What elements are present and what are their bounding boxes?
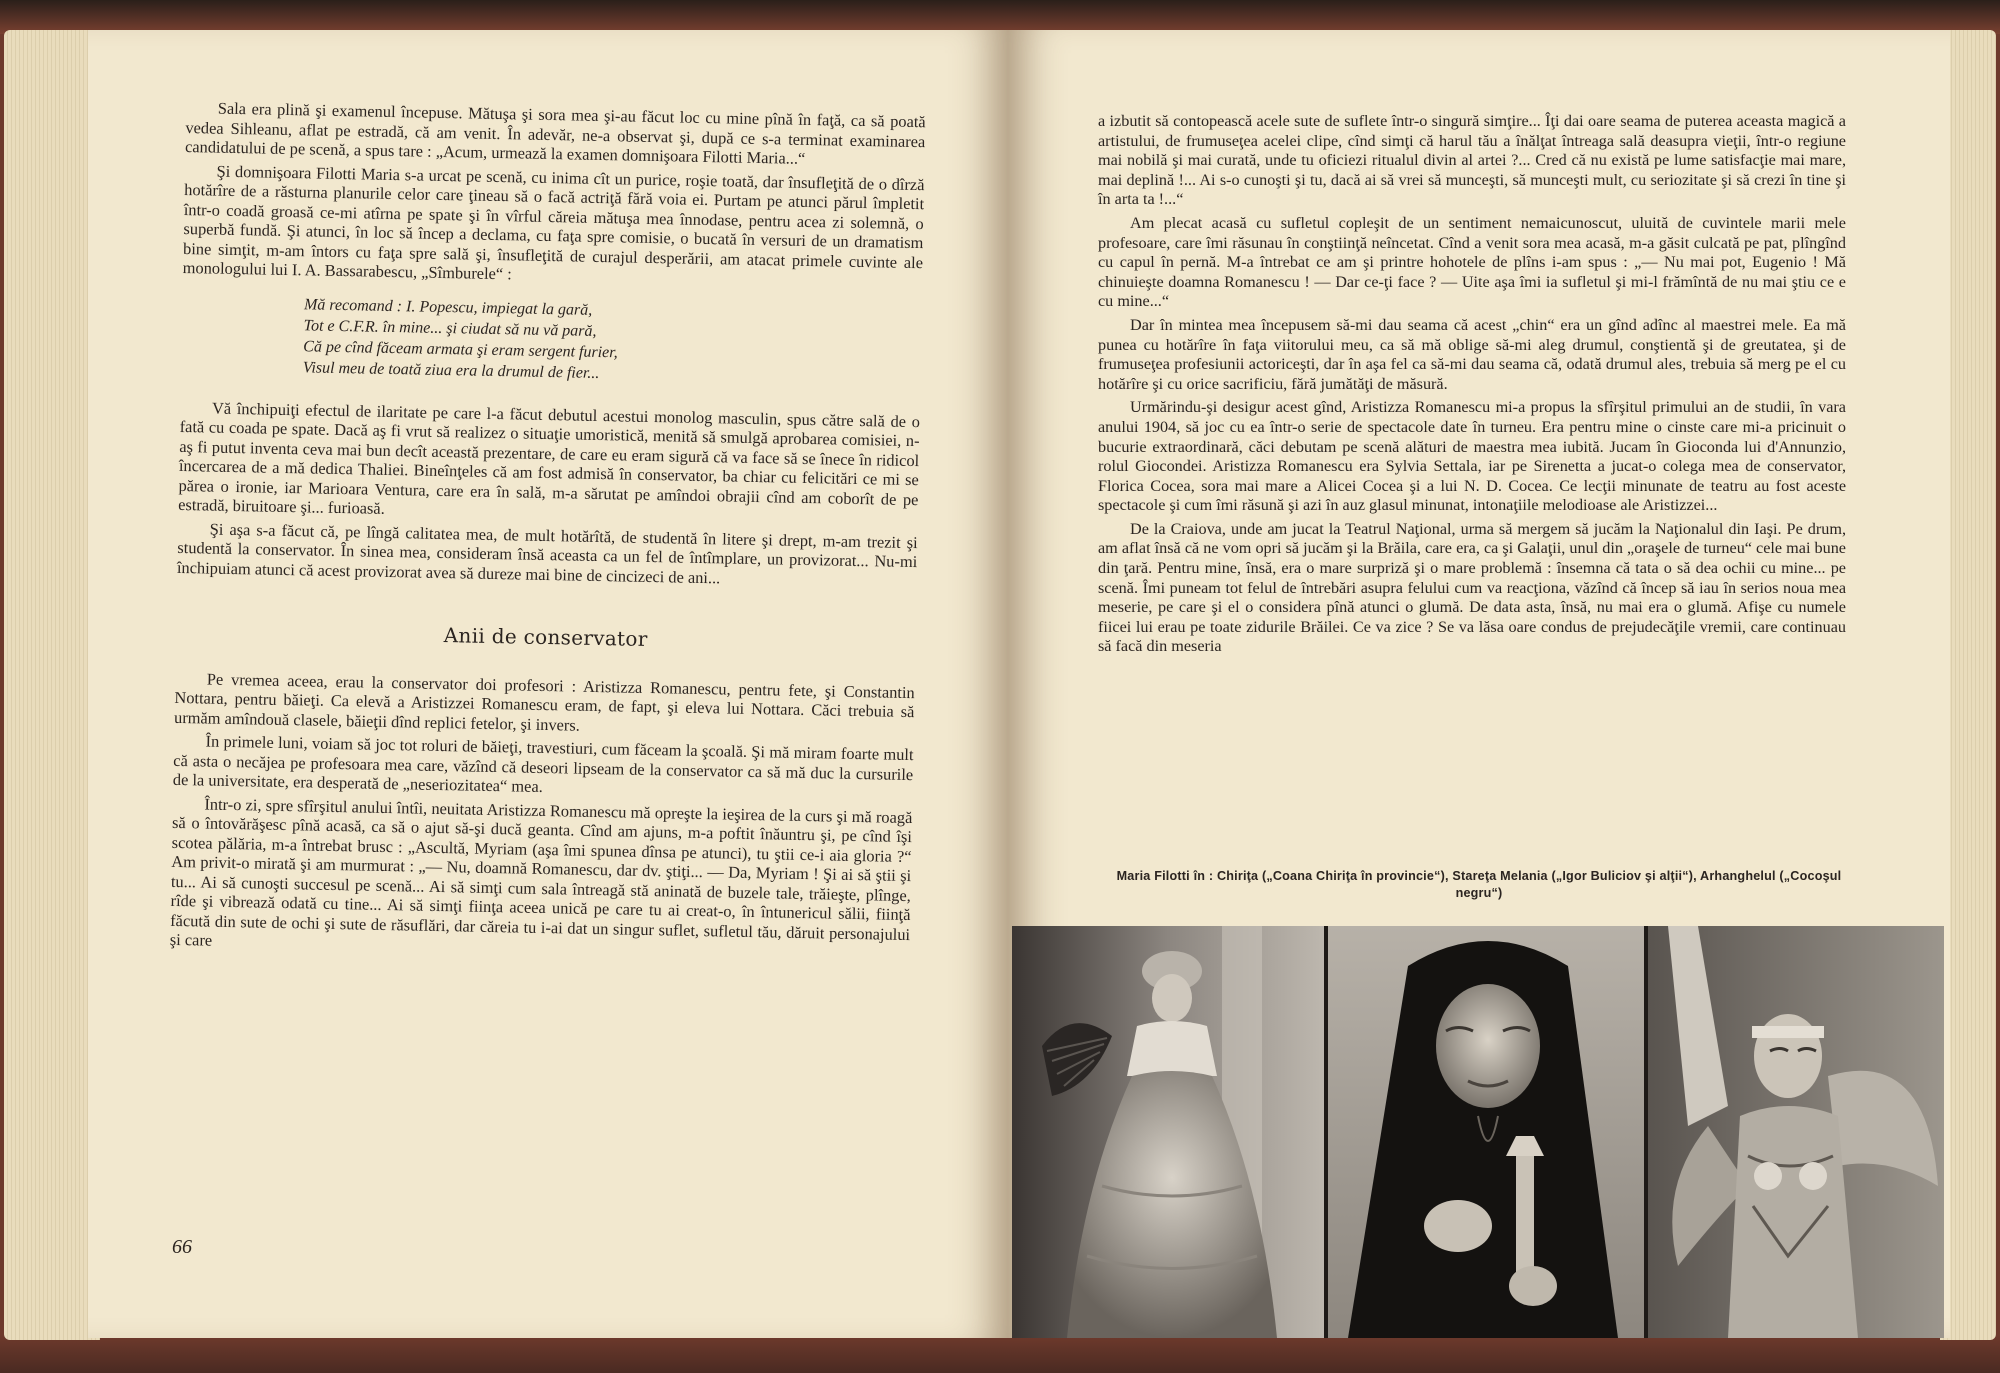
poem-line: Tot e C.F.R. în mine... şi ciudat să nu vă pară, [303,316,597,340]
right-page-text [1098,112,1846,661]
poem-line: Visul meu de toată ziua era la drumul de fier... [302,358,600,382]
book-bottom-edge [0,1335,2000,1373]
poem-line: Că pe cînd făceam armata şi eram sergent furier, [303,337,618,361]
paragraph: Vă închipuiţi efectul de ilaritate pe care l-a făcut debutul acestui monolog masculin, spus către sală de o fată cu coada pe spate. Dacă aş fi vrut să realizez o situaţie umoristică, menită să smulgă aprobarea comisiei, n-aş fi putut inventa ceva mai bun decît această prezentare, de care eu eram sigură că va face să se înece în ridicol încercarea de a mă dedica Thaliei. Bineînţeles că am fost admisă în conservator, ba chiar cu felicitări ce mi se părea o ironie, iar Marioara Ventura, care era în sală, m-a sărutat pe amîndoi obrajii cînd am coborît de pe estradă, biruitoare şi... furioasă. [178,398,921,518]
photo-stareta-melania [1328,926,1644,1338]
paragraph: În primele luni, voiam să joc tot roluri de băieţi, travestiuri, cum făceam la şcoală. Şi mă miram foarte mult că asta o necăjea pe profesoara mea care, văzînd că deseori lipseam de la conservator ca să mă duc la cursurile de la universitate, era desperată de „neseriozitatea“ mea. [172,731,914,796]
poem [303,294,922,390]
paragraph: Şi aşa s-a făcut că, pe lîngă calitatea mea, de mult hotărîtă, de studentă în litere şi drept, m-am trezit şi studentă la conservator. În sinea mea, consideram însă aceasta ca un fel de întîmplare, un provizorat... Nu-mi închipuiam atunci că acest provizorat avea să dureze mai bine de cincizeci de ani... [176,519,918,587]
paragraph: Urmărindu-şi desigur acest gînd, Aristizza Romanescu mi-a propus la sfîrşitul primului an de studii, în vara anului 1904, să joc cu ea într-o serie de spectacole date în turneu. Era pentru mine o cinste care mi-a pricinuit o bucurie extraordinară, căci debutam pe scenă alături de maestra mea iubită. Jucam în Gioconda lui d'Annunzio, rolul Giocondei. Aristizza Romanescu era Sylvia Settala, iar pe Sirenetta a jucat-o colega mea de conservator, Florica Cocea, sora mai mare a Alicei Cocea şi a lui N. D. Cocea. Ce lecţii minunate de teatru au fost aceste spectacole şi cum îmi răsună şi azi în auz glasul minunat, intonaţiile melodioase ale Aristizzei... [1098,398,1846,515]
chapter-title: Anii de conservator [443,623,648,651]
paragraph: Pe vremea aceea, erau la conservator doi profesori : Aristizza Romanescu, pentru fete, şi Constantin Nottara, pentru băieţi. Ca elevă a Aristizzei Romanescu eram, de fapt, şi eleva lui Nottara. Căci trebuia să urmăm amîndouă clasele, băieţii dînd replici fetelor, şi invers. [173,669,915,735]
paragraph: Într-o zi, spre sfîrşitul anului întîi, neuitata Aristizza Romanescu mă opreşte la ieşirea de la curs şi mă roagă să o întovărăşesc pînă acasă, ca să o ajut să-şi ducă geanta. Cînd am ajuns, m-a poftit înăuntru şi, pe cînd îşi scotea pălăria, m-a întrebat brusc : „Ascultă, Myriam (aşa îmi spunea dînsa pe atunci), tu ştii ce-i aia gloria ?“ Am privit-o mirată şi am murmurat : „— Nu, doamnă Romanescu, dar dv. ştiţi... — Da, Myriam ! Şi ai să ştii şi tu... Ai să cunoşti succesul pe scenă... Ai să simţi cum sala întreagă stă aninată de buzele tale, trăieşte, plînge, rîde şi vibrează odată cu tine... Ai să simţi fiinţa aceea unică pe care tu ai creat-o, în întunericul sălii, fiinţă făcută din sute de ochi şi sute de răsuflări, dar căreia tu i-ai dat un singur suflet, sufletul tău, dăruit personajului şi care [169,793,913,950]
poem-line: Mă recomand : I. Popescu, impiegat la gară, [303,295,593,319]
paragraph: Am plecat acasă cu sufletul copleşit de un sentiment nemaicunoscut, uluită de cuvintele marii mele profesoare, care îmi răsunau în conştiinţă neîncetat. Cînd a venit sora mea acasă, m-a găsit culcată pe pat, plîngînd cu capul în pernă. M-a întrebat ce am şi printre hohotele de plîns i-am spus : „— Nu mai pot, Eugenio ! Mă chinuieşte doamna Romanescu ! — Dar ce-ţi face ? — Uite aşa îmi ia sufletul şi mi-l frămîntă de nu mai ştiu ce e cu mine...“ [1098,213,1846,311]
photo-strip [1012,926,1944,1338]
photo-stareta-melania-image [1328,926,1644,1338]
left-page-text [170,98,926,968]
page-number: 66 [172,1236,192,1258]
left-page [88,30,1008,1338]
photo-chirita-image [1012,926,1324,1338]
right-page [1008,30,1950,1338]
paragraph: a izbutit să contopească acele sute de suflete într-o singură simţire... Îţi dai oare seama de puterea aceasta magică a artistului, de frumuseţea acelei clipe, cînd simţi că harul tău a înălţat întreaga sală deasupra vieţii, într-o regiune mai nobilă şi mai curată, unde tu oficiezi ritualul divin al artei ?... Cred că nu există pe lume satisfacţie mai mare, mai deplină !... Ai s-o cunoşti şi tu, dacă ai să vrei să munceşti, să munceşti mult, cu seriozitate şi să crezi în tine şi în arta ta !...“ [1098,112,1846,209]
page-stack-left [4,30,100,1340]
paragraph: Dar în mintea mea începusem să-mi dau seama că acest „chin“ era un gînd adînc al maestrei mele. Ea mă punea cu hotărîre în faţa viitorului meu, ca să mă oblige să-mi aleg drumul, conştientă şi de greutatea, şi de frumuseţea profesiunii actoriceşti, dar în aşa fel ca să-mi dau seama că, odată drumul ales, trebuia să merg pe el cu hotărîre şi cu orice sacrificiu, fără jumătăţi de măsură. [1098,315,1846,393]
paragraph: Sala era plină şi examenul începuse. Mătuşa şi sora mea şi-au făcut loc cu mine pînă în faţă, ca să poată vedea Sihleanu, aflat pe estradă, că am venit. În adevăr, ne-a observat şi, după ce s-a terminat examinarea candidatului de pe scenă, a spus tare : „Acum, urmează la examen domnişoara Filotti Maria...“ [184,98,926,168]
photo-arhanghelul-image [1648,926,1944,1338]
photo-arhanghelul [1648,926,1944,1338]
photo-chirita [1012,926,1324,1338]
photo-caption: Maria Filotti în : Chiriţa („Coana Chiriţa în provincie“), Stareţa Melania („Igor Buliciov şi alţii“), Arhanghelul („Cocoşul negru“) [1116,869,1842,900]
paragraph: Şi domnişoara Filotti Maria s-a urcat pe scenă, cu inima cît un purice, roşie toată, dar însufleţită de o dîrză hotărîre de a răsturna planurile celor care ţineau să o facă actriţă fără voia ei. Purtam pe atunci părul împletit într-o coadă groasă ce-mi atîrna pe spate şi în vîrful căreia mătuşa mea înnodase, pentru acea zi solemnă, o superbă fundă. Şi atunci, în loc să încep a declama, cu faţa spre comisie, o bucată în versuri de un dramatism bine simţit, m-am întors cu faţa spre sală şi, însufleţită de curajul desperării, am atacat primele cuvinte ale monologului lui I. A. Bassarabescu, „Sîmburele“ : [182,161,925,284]
book-top-edge [0,0,2000,34]
paragraph: De la Craiova, unde am jucat la Teatrul Naţional, urma să mergem să jucăm la Naţionalul din Iaşi. Pe drum, am aflat însă că ne vom opri să jucăm şi la Brăila, care era, ca şi Galaţii, unul din „oraşele de turneu“ cele mai bune din ţară. Pentru mine, însă, era o mare surpriză şi o mare problemă : însemna că tata o să dea ochii cu mine... pe scenă. Îmi puneam tot felul de întrebări asupra felului cum va reacţiona, văzînd că încep să iau în serios noua mea meserie, pe care şi el o considera pînă atunci o glumă. De data asta, însă, nu mai era o glumă. Afişe cu numele fiicei lui erau pe toate zidurile Brăilei. Ce va zice ? Se va lăsa oare condus de prejudecăţile vremii, care continuau să facă din meseria [1098,519,1846,656]
